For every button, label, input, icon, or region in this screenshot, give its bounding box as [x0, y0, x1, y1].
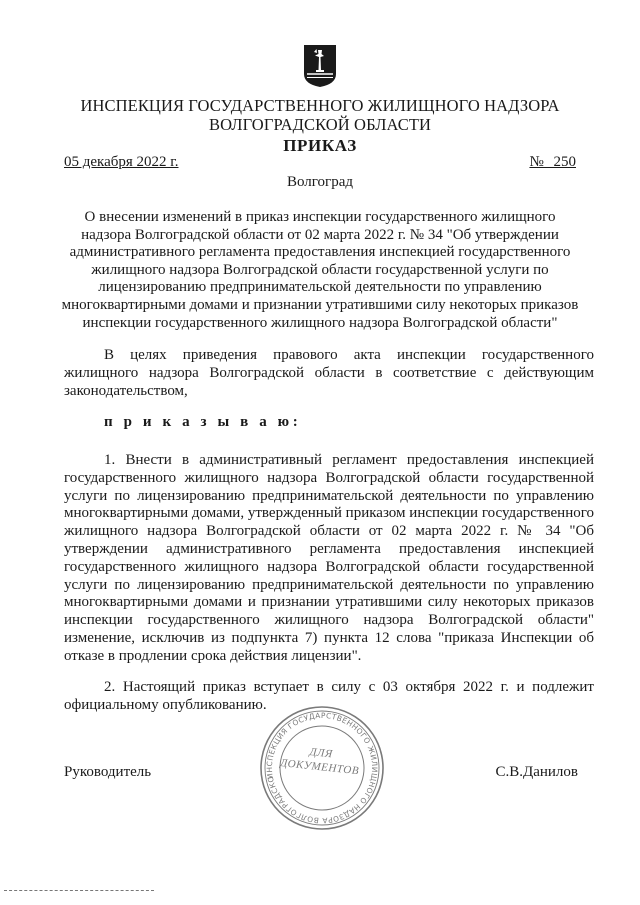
item-paragraph-1: 1. Внести в административный регламент предоставления инспекцией государственного жилищного надзора Волгоградской области государственной услуги по лицензированию предпринимательской деятельности по управлению многоквартирными домами, утвержденный приказом инспекции государственного жилищного надзора Волгоградской области от 02 марта 2022 г. № 34 "Об утверждении административного регламента предоставления инспекцией государственного жилищного надзора Волгоградской области государственной услуги по лицензированию предпринимательской деятельности по управлению многоквартирными домами и признании утратившими силу некоторых приказов инспекции государственного жилищного надзора Волгоградской области" изменение, исключив из подпункта 7) пункта 12 слова "приказа Инспекции об отказе в продлении срока действия лицензии". — [64, 452, 594, 664]
stamp-line-1: ДЛЯ — [308, 746, 334, 761]
organization-name-line1: ИНСПЕКЦИЯ ГОСУДАРСТВЕННОГО ЖИЛИЩНОГО НАДЗОРА — [80, 96, 560, 115]
organization-name — [40, 96, 600, 134]
document-date: 05 декабря 2022 г. — [64, 154, 179, 170]
signatory-position: Руководитель — [64, 764, 152, 780]
document-city: Волгоград — [286, 174, 353, 190]
signatory-name: С.В.Данилов — [495, 764, 578, 780]
footer-separator — [4, 890, 154, 891]
decree-word: п р и к а з ы в а ю: — [104, 414, 302, 430]
organization-name-line2: ВОЛГОГРАДСКОЙ ОБЛАСТИ — [208, 115, 432, 134]
document-subject: О внесении изменений в приказ инспекции государственного жилищного надзора Волгоградской области от 02 марта 2022 г. № 34 "Об утверждении административного регламента предоставления инспекцией государственного жилищного надзора Волгоградской области государственной услуги по лицензированию предпринимательской деятельности по управлению многоквартирными домами и признании утратившими силу некоторых приказов инспекции государственного жилищного надзора Волгоградской области" — [61, 209, 579, 331]
official-stamp — [246, 692, 398, 844]
coat-of-arms-emblem-icon — [303, 44, 337, 88]
preamble-paragraph: В целях приведения правового акта инспекции государственного жилищного надзора Волгоградской области в соответствие с действующим законодательством, — [64, 347, 594, 399]
item-paragraph-2: 2. Настоящий приказ вступает в силу с 03 октября 2022 г. и подлежит официальному опубликованию. — [64, 679, 594, 713]
document-type-title: ПРИКАЗ — [283, 136, 357, 155]
stamp-ring-text: ИНСПЕКЦИЯ ГОСУДАРСТВЕННОГО ЖИЛИЩНОГО НАДЗОРА ВОЛГОГРАДСКОЙ ОБЛАСТИ — [246, 710, 380, 826]
document-number: № 250 — [529, 154, 576, 170]
stamp-line-2: ДОКУМЕНТОВ — [279, 757, 360, 778]
